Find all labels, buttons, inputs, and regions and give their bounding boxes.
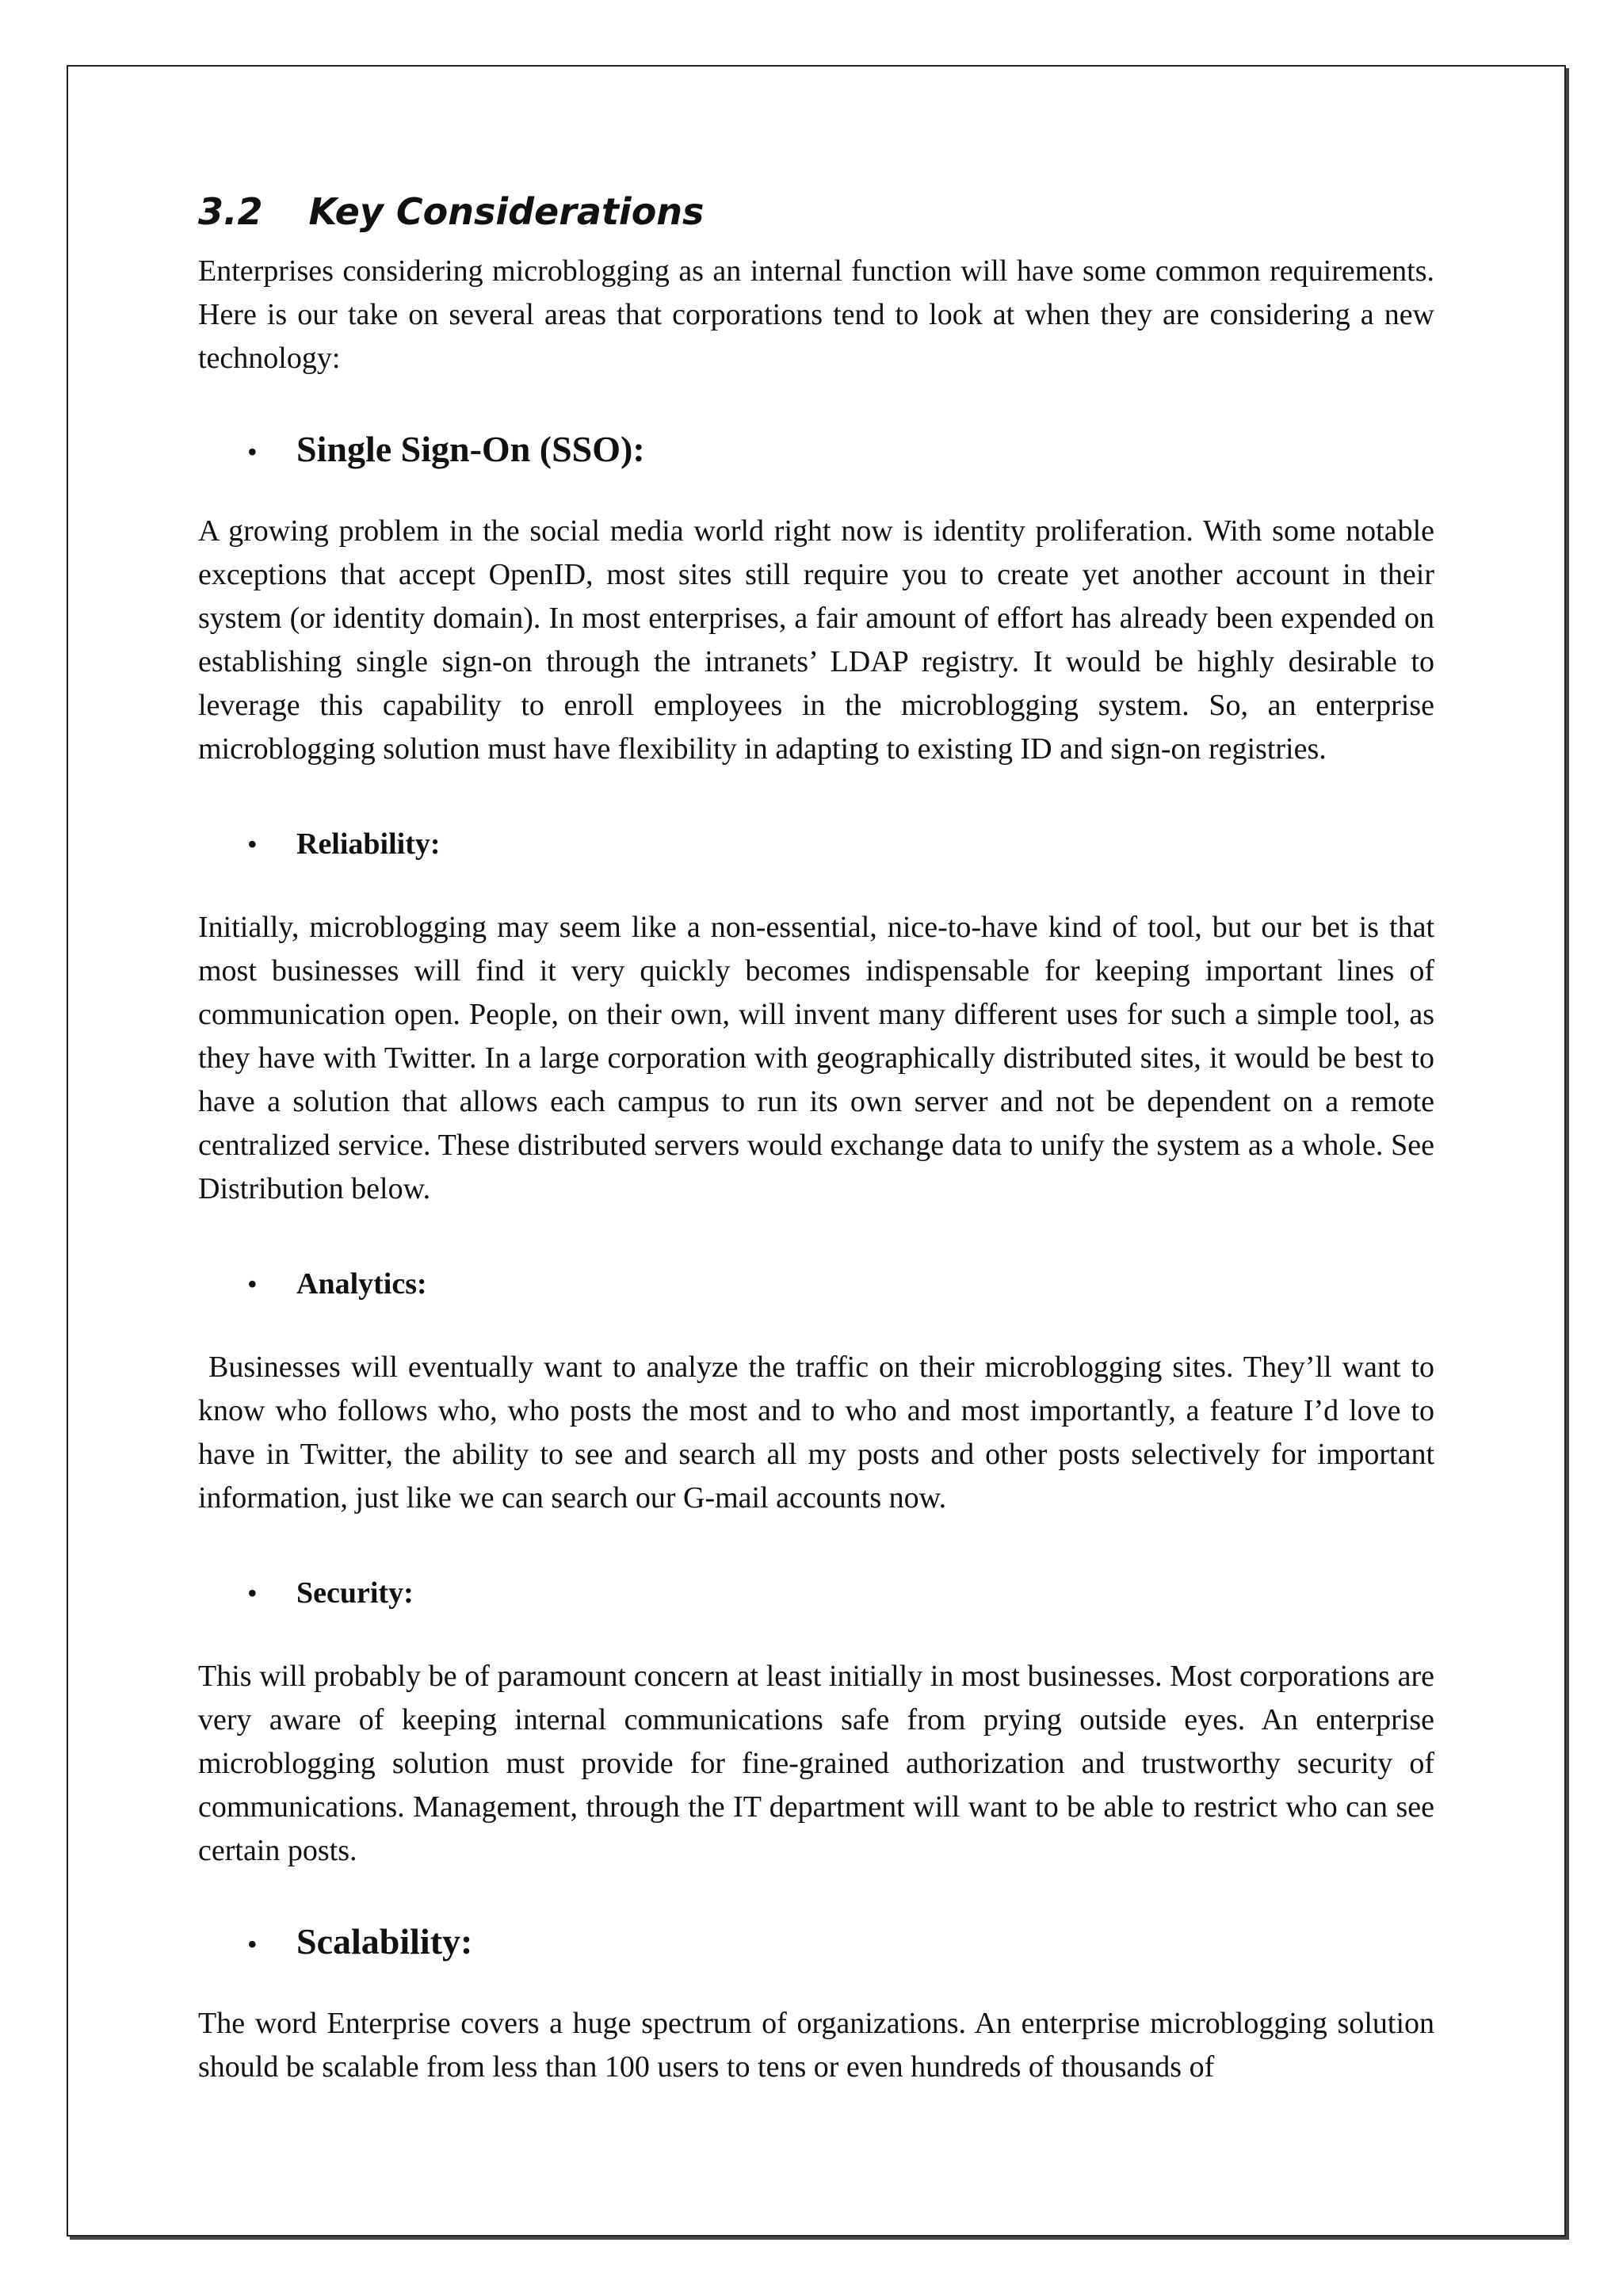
section-heading — [198, 190, 1434, 234]
topic-heading-sso — [247, 428, 1434, 470]
bullet-icon: • — [247, 1577, 258, 1610]
topic-heading-label: Single Sign-On (SSO): — [296, 429, 645, 470]
section-title: Key Considerations — [308, 190, 705, 233]
topic-paragraph-security: This will probably be of paramount concern at least initially in most businesses. Most corporations are very aware of keeping internal communications safe from prying outside eyes. An enterprise microblogging solution must provide for fine-grained authorization and trustworthy security of communications. Management, through the IT department will want to be able to restrict who can see certain posts. — [198, 1660, 1434, 1868]
bullet-icon: • — [247, 1928, 258, 1961]
intro-paragraph: Enterprises considering microblogging as an internal function will have some common requirements. Here is our take on several areas that corporations tend to look at when they are considering a new technology: — [198, 254, 1434, 376]
document-body — [198, 190, 1442, 2089]
bullet-icon: • — [247, 436, 258, 468]
bullet-icon: • — [247, 1268, 258, 1301]
topic-heading-reliability — [247, 827, 1434, 861]
topic-paragraph-scalability: The word Enterprise covers a huge spectrum of organizations. An enterprise microblogging solution should be scalable from less than 100 users to tens or even hundreds of thousands of — [198, 2007, 1434, 2084]
topic-heading-label: Analytics: — [296, 1267, 427, 1301]
topic-paragraph-analytics: Businesses will eventually want to analyze the traffic on their microblogging sites. They’ll want to know who follows who, who posts the most and to who and most importantly, a feature I’d love to have in Twitter, the ability to see and search all my posts and other posts selectively for important information, just like we can search our G-mail accounts now. — [198, 1350, 1442, 1515]
topic-paragraph-reliability: Initially, microblogging may seem like a non-essential, nice-to-have kind of tool, but our bet is that most businesses will find it very quickly becomes indispensable for keeping important lines of communication open. People, on their own, will invent many different uses for such a simple tool, as they have with Twitter. In a large corporation with geographically distributed sites, it would be best to have a solution that allows each campus to run its own server and not be dependent on a remote centralized service. These distributed servers would exchange data to unify the system as a whole. See Distribution below. — [198, 911, 1434, 1206]
bullet-icon: • — [247, 828, 258, 861]
topic-heading-security — [247, 1576, 1434, 1610]
section-number: 3.2 — [198, 190, 263, 233]
topic-heading-analytics — [247, 1266, 1434, 1301]
topic-heading-scalability — [247, 1920, 1434, 1962]
topic-heading-label: Security: — [296, 1576, 414, 1610]
topic-paragraph-sso: A growing problem in the social media world right now is identity proliferation. With some notable exceptions that accept OpenID, most sites still require you to create yet another account in their system (or identity domain). In most enterprises, a fair amount of effort has already been expended on establishing single sign-on through the intranets’ LDAP registry. It would be highly desirable to leverage this capability to enroll employees in the microblogging system. So, an enterprise microblogging solution must have flexibility in adapting to existing ID and sign-on registries. — [198, 514, 1434, 766]
topic-heading-label: Scalability: — [296, 1921, 473, 1962]
topic-heading-label: Reliability: — [296, 827, 441, 861]
